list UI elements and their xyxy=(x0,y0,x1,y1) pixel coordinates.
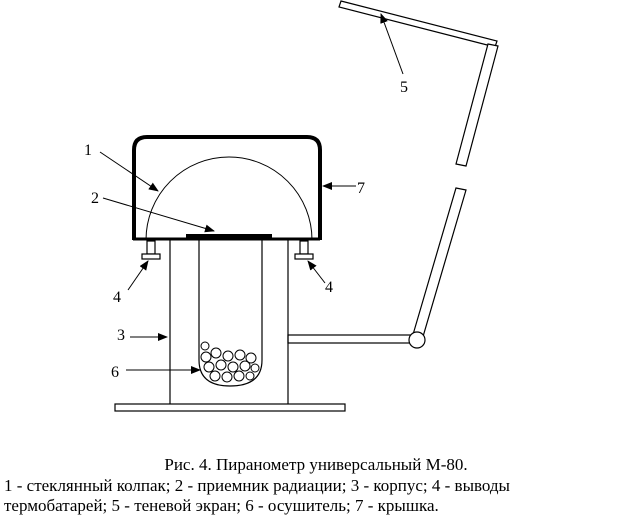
figure-legend-line-1: 1 - стеклянный колпак; 2 - приемник радиации; 3 - корпус; 4 - выводы xyxy=(4,476,510,495)
leader-2 xyxy=(103,198,214,231)
desiccant xyxy=(201,342,259,382)
label-3: 3 xyxy=(117,327,125,344)
label-2: 2 xyxy=(91,190,99,207)
receiver xyxy=(186,234,272,239)
screen-plate xyxy=(339,1,497,47)
leader-4-right xyxy=(308,261,325,283)
hinge xyxy=(409,332,425,348)
leader-1 xyxy=(100,152,158,191)
label-4-right: 4 xyxy=(325,279,333,296)
figure-caption-title: Рис. 4. Пиранометр универсальный М-80. xyxy=(164,455,468,474)
label-5: 5 xyxy=(400,79,408,96)
figure-legend-line-2: термобатарей; 5 - теневой экран; 6 - осушитель; 7 - крышка. xyxy=(4,496,439,515)
glass-cap xyxy=(146,157,312,240)
label-6: 6 xyxy=(111,364,119,381)
screen-arm-upper xyxy=(456,44,498,166)
screen-arm-lower xyxy=(412,188,466,340)
label-1: 1 xyxy=(84,142,92,159)
horizontal-rod xyxy=(288,335,412,343)
leader-4-left xyxy=(128,261,148,290)
base-stand xyxy=(115,404,345,411)
label-7: 7 xyxy=(357,180,365,197)
terminal-right xyxy=(295,241,313,259)
lid xyxy=(134,137,320,240)
label-4-left: 4 xyxy=(113,289,121,306)
terminal-left xyxy=(142,241,160,259)
